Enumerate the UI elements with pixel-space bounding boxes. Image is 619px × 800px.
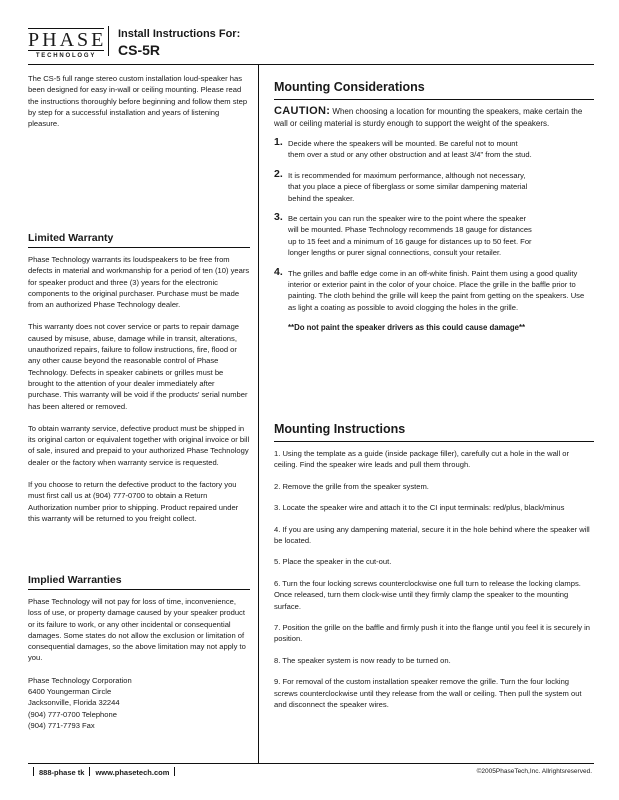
model-name: CS-5R [118,42,161,58]
item-number: 1. [274,136,283,148]
mounting-instructions-title: Mounting Instructions [274,422,406,436]
copyright: ©2005PhaseTech,Inc. Allrightsreserved. [476,768,592,775]
instruction-step: 9. For removal of the custom installation speaker remove the grille. Turn the four locking screws counterclockwise until they release from the wall or ceiling. Then pull the system out and disconnect the speaker wires. [274,677,582,710]
caution-label: CAUTION: [274,105,331,117]
implied-warranties-title: Implied Warranties [28,574,122,586]
instruction-step: 6. Turn the four locking screws counterclockwise one full turn to release the locking clamps. Once released, turn them clock-wise until they firmly clamp the speaker to the mounting surface. [274,578,581,611]
mounting-considerations-title: Mounting Considerations [274,80,425,94]
section-rule [274,441,594,442]
implied-paragraph: Phase Technology will not pay for loss of time, inconvenience, loss of use, or property damage caused by your speaker product or its failure to work, or any other incidental or consequential damages. Some states do not allow the exclusion or limitation of consequential damages, so the above limitation may not apply to you. [28,597,246,663]
footer-divider [89,767,90,776]
instruction-step: 7. Position the grille on the baffle and firmly push it into the flange until you feel it is securely in position. [274,623,591,644]
item-number: 4. [274,265,283,278]
warranty-paragraph: Phase Technology warrants its loudspeakers to be free from defects in material and workmanship for a period of ten (10) years for speaker product and three (3) years for the electronic components to the original purchaser. Purchase must be made from an authorized Phase Technology dealer. [28,255,250,310]
section-rule [28,589,250,590]
mounting-instructions-section [274,422,594,711]
footer-website[interactable]: www.phasetech.com [95,768,170,777]
caution-text: When choosing a location for mounting the speakers, make certain the wall or ceiling material is sturdy enough to support the weight of the speakers. [274,107,583,128]
footer-divider [174,767,175,776]
section-rule [28,247,250,248]
item-text: Decide where the speakers will be mounted. Be careful not to mount them over a stud or any other obstruction and at least 3/4" from the stud. [288,139,532,160]
limited-warranty-section [28,232,250,524]
item-text: The grilles and baffle edge come in an off-white finish. Paint them using a good quality interior or exterior paint in the color of your choice. Place the grille in the baffle prior to painting. The cloth behind the grille will keep the paint from getting on the speakers. Use as light a coating as possible to avoid clogging the holes in the grille. [288,268,585,312]
limited-warranty-title: Limited Warranty [28,232,114,244]
instruction-step: 2. Remove the grille from the speaker system. [274,481,429,491]
warranty-paragraph: This warranty does not cover service or parts to repair damage caused by misuse, abuse, damage while in transit, alterations, unauthorized repairs, failure to follow instructions, fire, flood or any other cause beyond the reasonable control of Phase Technology. Defects in speaker cabinets or grilles must be brought to the attention of your dealer immediately after purchase. This warranty will be void if the products' serial number has been altered or removed. [28,322,248,411]
address-line: Phase Technology Corporation [28,675,132,685]
consideration-item [274,167,594,204]
paint-warning: **Do not paint the speaker drivers as this could cause damage** [288,323,526,333]
address-line: (904) 777-0700 Telephone [28,709,117,719]
top-rule [28,64,594,65]
footer-phone: 888-phase tk [39,768,85,777]
phase-technology-logo [28,28,107,59]
instruction-step: 5. Place the speaker in the cut-out. [274,557,392,567]
section-rule [274,99,594,100]
warranty-paragraph: If you choose to return the defective product to the factory you must first call us at (904) 777-0700 to obtain a Return Authorization number prior to shipping. Product repaired under this warranty will be returned to you freight collect. [28,480,239,523]
instruction-step: 8. The speaker system is now ready to be turned on. [274,655,451,665]
implied-warranties-section [28,574,250,731]
address-line: (904) 771-7793 Fax [28,720,95,730]
consideration-item [274,265,594,314]
item-number: 2. [274,167,283,180]
instruction-step: 4. If you are using any dampening material, secure it in the hole behind where the speaker will be located. [274,524,590,546]
bottom-rule [28,763,594,764]
footer-divider [33,767,34,776]
warranty-paragraph: To obtain warranty service, defective product must be shipped in its original carton or equivalent together with original invoice or bill of sale, insured and prepaid to your authorized Phase Technology dealer or the factory when warranty service is requested. [28,423,250,467]
item-number: 3. [274,211,283,224]
address-line: Jacksonville, Florida 32244 [28,698,120,708]
item-text: It is recommended for maximum performance, although not necessary, that you place a piece of fiberglass or some similar dampening material behind the speaker. [288,170,528,203]
item-text: Be certain you can run the speaker wire to the point where the speaker will be mounted. Phase Technology recommends 18 gauge for distances up to 15 feet and a minimum of 16 gauge for distances up to 50 feet. For longer lengths or purer signal connections, consult your retailer. [288,214,532,258]
instruction-step: 1. Using the template as a guide (inside package filler), carefully cut a hole in the wall or ceiling. Find the speaker wire leads and pull them through. [274,449,570,470]
install-label: Install Instructions For: [118,28,241,40]
intro-text: The CS-5 full range stereo custom installation loud-speaker has been designed for easy in-wall or ceiling mounting. Please read the instructions thoroughly before beginning and follow them step by step for a successful installation and years of listening pleasure. [28,74,248,129]
logo-subtitle: TECHNOLOGY [35,53,97,59]
address-line: 6400 Youngerman Circle [28,687,112,697]
instruction-step: 3. Locate the speaker wire and attach it to the CI input terminals: red/plus, black/minus [274,503,565,513]
footer-contact [28,767,180,777]
header-divider [108,26,109,56]
mounting-considerations-section [274,80,594,332]
logo-word: PHASE [28,29,107,51]
consideration-item [274,213,594,259]
consideration-item [274,138,594,161]
column-divider [258,64,259,764]
caution-note [274,106,594,129]
